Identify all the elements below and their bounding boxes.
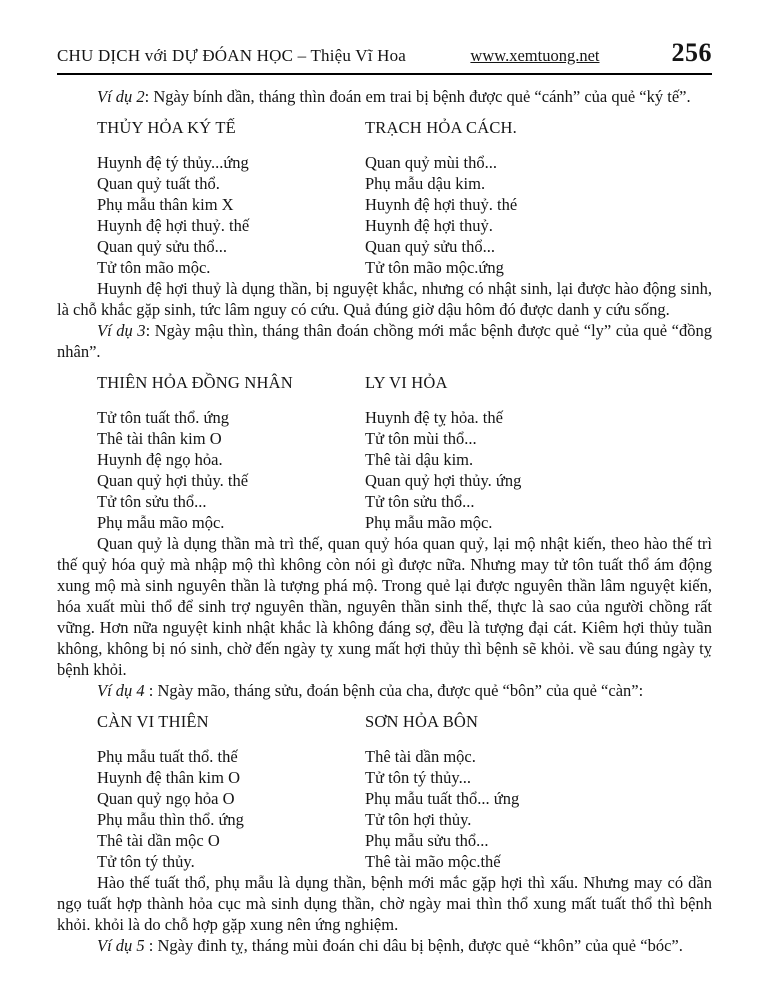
example-5-label: Ví dụ 5: [97, 936, 145, 955]
example-4-intro: [57, 680, 712, 701]
hexagram-line-left: Quan quỷ sửu thổ...: [97, 237, 227, 256]
book-title: CHU DỊCH với DỰ ĐÓAN HỌC – Thiệu Vĩ Hoa: [57, 46, 407, 65]
hexagram-table-1-row-3: [97, 194, 712, 215]
hexagram-2-right-title: LY VI HỎA: [365, 373, 448, 392]
hexagram-line-right: Tử tôn tý thủy...: [365, 768, 471, 787]
hexagram-line-left: Thê tài dần mộc O: [97, 831, 220, 850]
hexagram-table-2-row-4: [97, 470, 712, 491]
analysis-paragraph-1: Huynh đệ hợi thuỷ là dụng thần, bị nguyệt khắc, nhưng có nhật sinh, lại được hào động sinh, là chỗ khắc gặp sinh, tức lâm nguy có cứu. Quả đúng giờ dậu hôm đó được danh y cứu sống.: [57, 279, 712, 319]
hexagram-line-left: Quan quỷ hợi thủy. thế: [97, 471, 249, 490]
hexagram-table-3-row-1: [97, 746, 712, 767]
example-5-intro: [57, 935, 712, 956]
hexagram-line-right: Phụ mẫu sửu thổ...: [365, 831, 489, 850]
hexagram-2-left-title: THIÊN HỎA ĐỒNG NHÂN: [97, 373, 293, 392]
hexagram-table-2: [57, 372, 712, 533]
hexagram-line-left: Huynh đệ hợi thuỷ. thế: [97, 216, 250, 235]
example-4-text: : Ngày mão, tháng sửu, đoán bệnh của cha, được quẻ “bôn” của quẻ “càn”:: [144, 681, 644, 700]
hexagram-3-right-title: SƠN HỎA BÔN: [365, 712, 479, 731]
hexagram-table-2-row-5: [97, 491, 712, 512]
example-2-label: Ví dụ 2: [97, 87, 145, 106]
example-2-intro: [57, 86, 712, 107]
hexagram-table-2-titles: [97, 372, 712, 393]
hexagram-table-3-row-4: [97, 809, 712, 830]
hexagram-line-left: Tử tôn tuất thổ. ứng: [97, 408, 229, 427]
page-number: 256: [671, 38, 712, 67]
hexagram-table-2-row-6: [97, 512, 712, 533]
hexagram-table-1-titles: [97, 117, 712, 138]
hexagram-line-left: Phụ mẫu tuất thổ. thế: [97, 747, 238, 766]
hexagram-table-2-row-3: [97, 449, 712, 470]
page-header: [57, 38, 712, 67]
hexagram-line-left: Phụ mẫu mão mộc.: [97, 513, 225, 532]
hexagram-table-3-row-6: [97, 851, 712, 872]
hexagram-table-1: [57, 117, 712, 278]
hexagram-line-right: Phụ mẫu tuất thổ... ứng: [365, 789, 520, 808]
example-3-text: : Ngày mậu thìn, tháng thân đoán chồng mới mắc bệnh được quẻ “ly” của quẻ “đồng nhân”.: [57, 321, 712, 361]
hexagram-line-right: Quan quỷ sửu thổ...: [365, 237, 495, 256]
hexagram-table-1-row-1: [97, 152, 712, 173]
hexagram-line-right: Phụ mẫu dậu kim.: [365, 174, 486, 193]
header-divider: [57, 73, 712, 75]
hexagram-line-right: Huynh đệ tỵ hỏa. thế: [365, 408, 503, 427]
hexagram-line-right: Huynh đệ hợi thuỷ. thé: [365, 195, 518, 214]
hexagram-1-right-title: TRẠCH HỎA CÁCH.: [365, 118, 517, 137]
hexagram-line-right: Huynh đệ hợi thuỷ.: [365, 216, 493, 235]
hexagram-table-3: [57, 711, 712, 872]
example-3-intro: [57, 320, 712, 362]
hexagram-1-left-title: THỦY HỎA KÝ TẾ: [97, 118, 236, 137]
hexagram-table-2-row-1: [97, 407, 712, 428]
hexagram-line-right: Thê tài mão mộc.thế: [365, 852, 501, 871]
analysis-paragraph-3: Hào thế tuất thổ, phụ mẫu là dụng thần, bệnh mới mắc gặp hợi thì xấu. Nhưng may có dần ngọ tuất hợp thành hỏa cục mà sinh dụng thần, chờ ngày mai thìn thổ xung mất tuất thổ thì bệnh khỏi. khỏi là do chỗ hợp gặp xung nên ứng nghiệm.: [57, 873, 712, 934]
hexagram-line-left: Phụ mẫu thìn thổ. ứng: [97, 810, 244, 829]
example-3-label: Ví dụ 3: [97, 321, 146, 340]
hexagram-table-3-row-3: [97, 788, 712, 809]
analysis-paragraph-2: Quan quỷ là dụng thần mà trì thế, quan quỷ hóa quan quỷ, lại mộ nhật kiến, theo hào thế trì thế quỷ hóa quỷ mà nhập mộ thì không còn nói gì được nữa. Nhưng may tử tôn tuất thổ ám động xung mộ mà sinh nguyên thần là tượng phá mộ. Trong quẻ lại được nguyên thần lâm nguyệt kiến, hóa xuất mùi thổ để sinh trợ nguyên thần, nguyên thần sinh thế, thực là sao của người chồng rất vững. Hơn nữa nguyệt kinh nhật khắc là không đáng sợ, đều là tượng đại cát. Kiêm hợi thủy tuần không, không bị nó sinh, chờ đến ngày tỵ xung mất hợi thủy thì bệnh sẽ khỏi. về sau đúng ngày tỵ bệnh khỏi.: [57, 534, 712, 679]
hexagram-table-3-row-5: [97, 830, 712, 851]
hexagram-line-left: Phụ mẫu thân kim X: [97, 195, 234, 214]
hexagram-line-right: Phụ mẫu mão mộc.: [365, 513, 493, 532]
hexagram-table-1-row-5: [97, 236, 712, 257]
hexagram-line-left: Quan quỷ ngọ hỏa O: [97, 789, 235, 808]
hexagram-line-right: Tử tôn sửu thổ...: [365, 492, 475, 511]
hexagram-3-left-title: CÀN VI THIÊN: [97, 712, 209, 731]
example-5-text: : Ngày đinh tỵ, tháng mùi đoán chi dâu bị bệnh, được quẻ “khôn” của quẻ “bóc”.: [144, 936, 683, 955]
hexagram-line-left: Huynh đệ ngọ hỏa.: [97, 450, 223, 469]
hexagram-line-left: Huynh đệ tý thủy...ứng: [97, 153, 249, 172]
hexagram-line-left: Huynh đệ thân kim O: [97, 768, 240, 787]
website-url: www.xemtuong.net: [470, 46, 600, 65]
hexagram-line-left: Tử tôn sửu thổ...: [97, 492, 207, 511]
hexagram-table-2-row-2: [97, 428, 712, 449]
example-2-text: : Ngày bính dần, tháng thìn đoán em trai bị bệnh được quẻ “cánh” của quẻ “ký tế”.: [144, 87, 691, 106]
hexagram-line-right: Tử tôn mùi thổ...: [365, 429, 477, 448]
hexagram-line-left: Tử tôn tý thủy.: [97, 852, 195, 871]
hexagram-table-3-titles: [97, 711, 712, 732]
hexagram-line-right: Quan quỷ hợi thủy. ứng: [365, 471, 522, 490]
hexagram-line-right: Tử tôn mão mộc.ứng: [365, 258, 504, 277]
hexagram-line-right: Quan quỷ mùi thổ...: [365, 153, 497, 172]
example-4-label: Ví dụ 4: [97, 681, 145, 700]
hexagram-line-right: Thê tài dần mộc.: [365, 747, 476, 766]
hexagram-line-left: Tử tôn mão mộc.: [97, 258, 211, 277]
hexagram-table-3-row-2: [97, 767, 712, 788]
hexagram-table-1-row-6: [97, 257, 712, 278]
hexagram-line-right: Tử tôn hợi thủy.: [365, 810, 472, 829]
hexagram-line-left: Quan quỷ tuất thổ.: [97, 174, 220, 193]
hexagram-table-1-row-2: [97, 173, 712, 194]
hexagram-table-1-row-4: [97, 215, 712, 236]
hexagram-line-right: Thê tài dậu kim.: [365, 450, 474, 469]
hexagram-line-left: Thê tài thân kim O: [97, 429, 222, 448]
